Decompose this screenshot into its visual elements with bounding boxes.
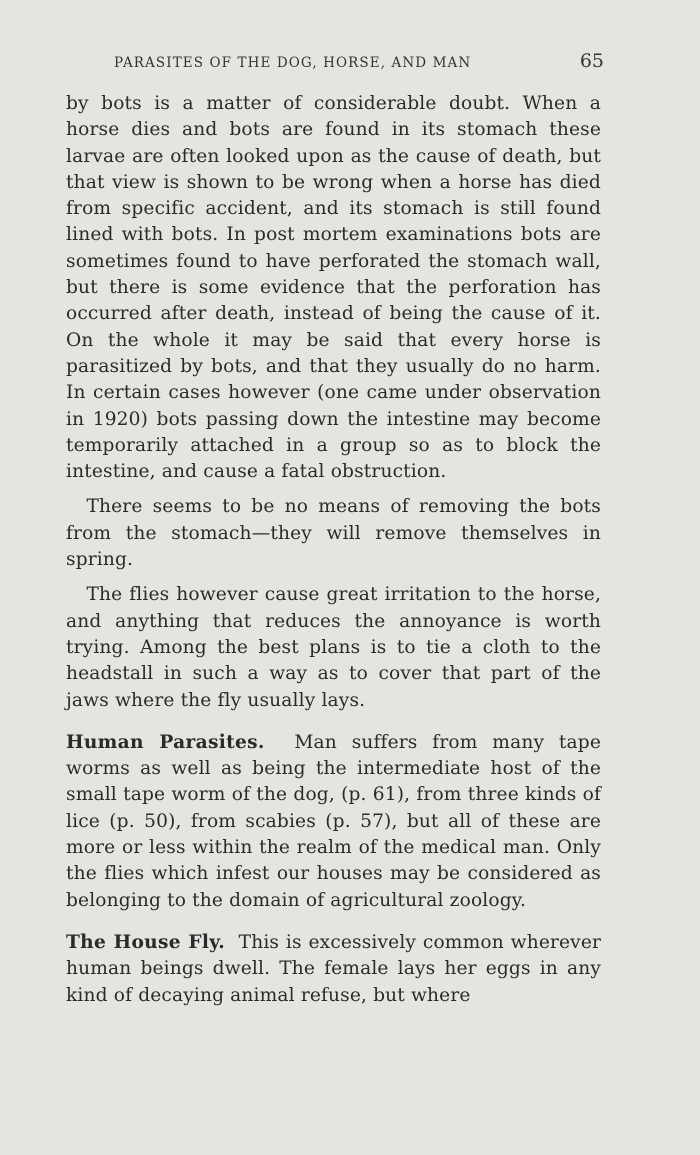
paragraph-removing-bots xyxy=(66,494,601,573)
paragraph-text: This is excessively common wherever human beings dwell. The female lays her eggs in any kind of decaying animal refuse, but where xyxy=(66,931,602,1006)
running-head: PARASITES OF THE DOG, HORSE, AND MAN xyxy=(114,55,472,71)
page-header xyxy=(66,50,604,72)
paragraph-text: by bots is a matter of considerable doubt. When a horse dies and bots are found in its stomach these larvae are often looked upon as the cause of death, but that view is shown to be wrong when a horse has died from specific accident, and its stomach is still found lined with bots. In post mortem examinations bots are sometimes found to have perforated the stomach wall, but there is some evidence that the perforation has occurred after death, instead of being the cause of it. On the whole it may be said that every horse is parasitized by bots, and that they usually do no harm. In certain cases however (one came under observation in 1920) bots passing down the intestine may become temporarily attached in a group so as to block the intestine, and cause a fatal obstruction. xyxy=(66,93,601,483)
body-text xyxy=(66,91,601,1009)
section-heading: Human Parasites. xyxy=(66,731,265,753)
page-number: 65 xyxy=(579,50,604,72)
section-heading: The House Fly. xyxy=(66,931,226,953)
section-house-fly xyxy=(66,930,601,1009)
section-human-parasites xyxy=(66,730,601,914)
paragraph-flies-irritation xyxy=(66,582,601,713)
paragraph-text: The flies however cause great irritation to the horse, and anything that reduces the annoyance is worth trying. Among the best plans is to tie a cloth to the headstall in such a way as to cover that part of the jaws where the fly usually lays. xyxy=(66,584,601,711)
paragraph-text: There seems to be no means of removing the bots from the stomach—they will remove themselves in spring. xyxy=(66,496,601,571)
paragraph-bots-doubt xyxy=(66,91,601,485)
paragraph-text: Man suffers from many tape worms as well as being the intermediate host of the small tape worm of the dog, (p. 61), from three kinds of lice (p. 50), from scabies (p. 57), but all of these are more or less within the realm of the medical man. Only the flies which infest our houses may be considered as belonging to the domain of agricultural zoology. xyxy=(66,731,601,911)
